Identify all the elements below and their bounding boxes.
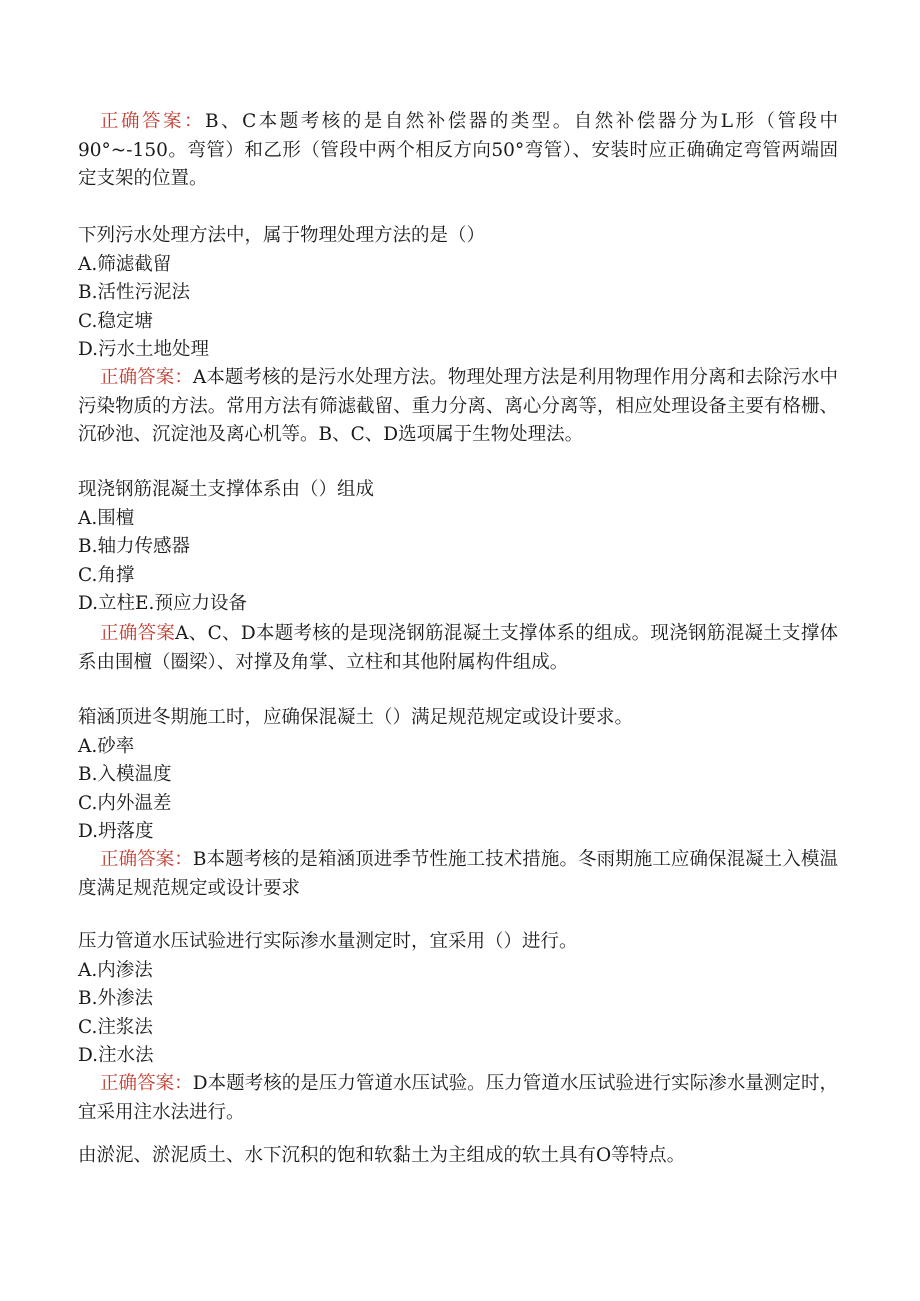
- question-3: [78, 704, 838, 847]
- option-a: A.砂率: [78, 735, 135, 757]
- option-c: C.稳定塘: [78, 310, 153, 332]
- answer-label: 正确答案：: [100, 367, 193, 388]
- option-b: B.入模温度: [78, 764, 172, 785]
- option-c: C.注浆法: [78, 1016, 153, 1038]
- option-c: C.内外温差: [78, 792, 172, 814]
- question-stem: 下列污水处理方法中，属于物理处理方法的是（）: [78, 225, 486, 246]
- question-2: [78, 476, 838, 619]
- option-d: D.注水法: [78, 1045, 154, 1066]
- option-c: C.角撑: [78, 564, 135, 586]
- option-b: B.轴力传感器: [78, 536, 190, 557]
- question-stem: 箱涵顶进冬期施工时，应确保混凝土（）满足规范规定或设计要求。: [78, 707, 634, 728]
- option-d: D.立柱E.预应力设备: [78, 593, 247, 614]
- answer-text-4: [78, 1070, 838, 1127]
- answer-label: 正确答案: [100, 623, 176, 644]
- question-5-stem: 由淤泥、淤泥质土、水下沉积的饱和软黏土为主组成的软土具有O等特点。: [78, 1145, 686, 1166]
- option-a: A.筛滤截留: [78, 253, 172, 275]
- question-stem: 压力管道水压试验进行实际渗水量测定时，宜采用（）进行。: [78, 931, 578, 952]
- option-d: D.坍落度: [78, 821, 154, 842]
- question-stem: 现浇钢筋混凝土支撑体系由（）组成: [78, 479, 375, 500]
- answer-text-2: [78, 620, 838, 677]
- answer-body: B本题考核的是箱涵顶进季节性施工技术措施。冬雨期施工应确保混凝土入模温度满足规范规定或设计要求: [78, 849, 838, 899]
- answer-label: 正确答案：: [100, 849, 193, 870]
- answer-body: A、C、D本题考核的是现浇钢筋混凝土支撑体系的组成。现浇钢筋混凝土支撑体系由围檀（圈梁）、对撑及角掌、立柱和其他附属构件组成。: [78, 623, 838, 673]
- question-4: [78, 928, 838, 1071]
- option-a: A.围檀: [78, 507, 135, 529]
- answer-label: 正确答案：: [100, 111, 205, 132]
- option-d: D.污水土地处理: [78, 339, 210, 360]
- option-a: A.内渗法: [78, 959, 153, 981]
- option-b: B.活性污泥法: [78, 282, 190, 303]
- answer-text-3: [78, 846, 838, 903]
- answer-text-0: [78, 108, 838, 194]
- answer-text-1: [78, 364, 838, 450]
- answer-body: D本题考核的是压力管道水压试验。压力管道水压试验进行实际渗水量测定时，宜采用注水法进行。: [78, 1073, 838, 1123]
- question-1: [78, 222, 838, 365]
- answer-label: 正确答案：: [100, 1073, 193, 1094]
- option-b: B.外渗法: [78, 988, 153, 1009]
- answer-body: A本题考核的是污水处理方法。物理处理方法是利用物理作用分离和去除污水中污染物质的方法。常用方法有筛滤截留、重力分离、离心分离等，相应处理设备主要有格栅、沉砂池、沉淀池及离心机等。B、C、D选项属于生物处理法。: [78, 367, 838, 445]
- answer-body: B、C本题考核的是自然补偿器的类型。自然补偿器分为L形（管段中90°~-150。弯管）和乙形（管段中两个相反方向50°弯管）、安装时应正确确定弯管两端固定支架的位置。: [78, 111, 838, 189]
